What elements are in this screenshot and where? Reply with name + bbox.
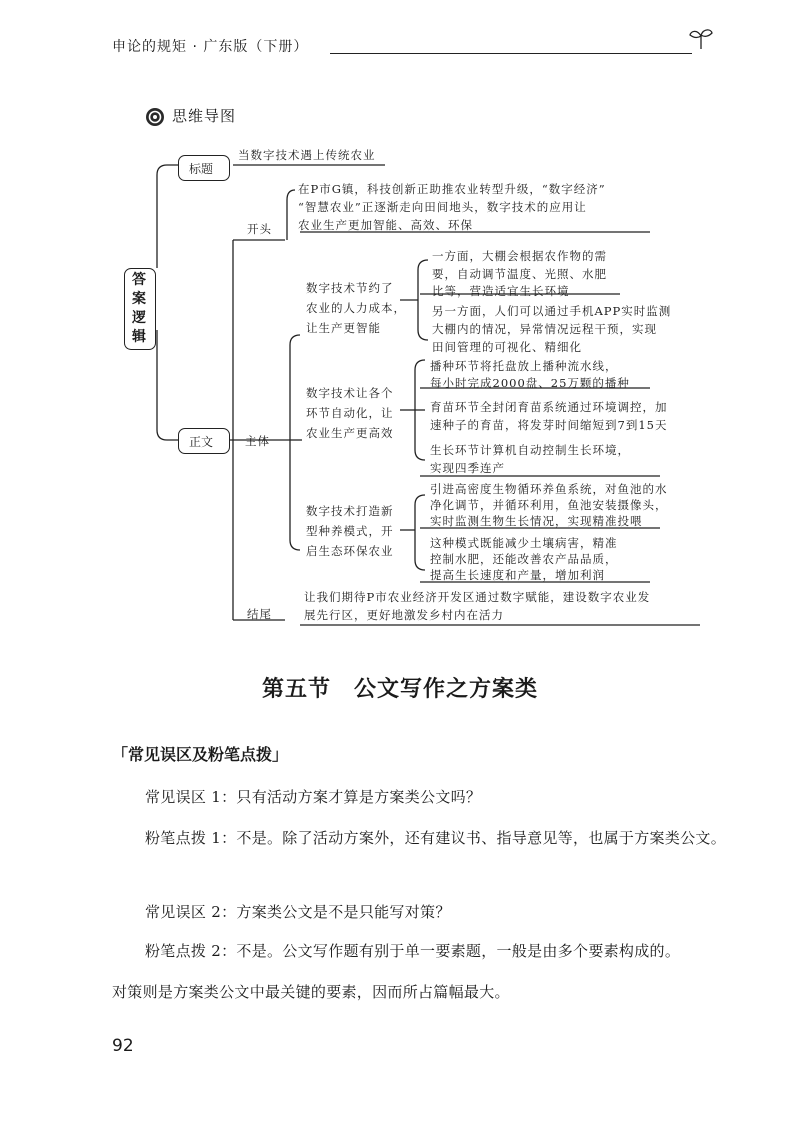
group1-line-2: 农业的人力成本， xyxy=(306,301,406,315)
group3-item2-line-2: 控制水肥，还能改善农产品品质， xyxy=(430,552,618,566)
misconception-2: 常见误区 2：方案类公文是不是只能写对策？ xyxy=(145,903,451,921)
running-header-title: 申论的规矩 · 广东版（下册） xyxy=(112,39,309,55)
group2-item1-line-2: 每小时完成2000盘、25万颗的播种 xyxy=(430,376,630,390)
tip-2-line-1: 粉笔点拨 2：不是。公文写作题有别于单一要素题，一般是由多个要素构成的。 xyxy=(145,942,681,960)
group3-line-3: 启生态环保农业 xyxy=(306,544,394,558)
mindmap-section-title: 思维导图 xyxy=(172,107,237,125)
body-box-label: 正文 xyxy=(189,435,214,449)
misconception-1: 常见误区 1：只有活动方案才算是方案类公文吗？ xyxy=(145,788,482,806)
group1-line-1: 数字技术节约了 xyxy=(306,281,394,295)
tip-1: 粉笔点拨 1：不是。除了活动方案外，还有建议书、指导意见等，也属于方案类公文。 xyxy=(145,829,727,847)
group2-item2-line-2: 速种子的育苗，将发芽时间缩短到7到15天 xyxy=(430,418,668,432)
group1-line-3: 让生产更智能 xyxy=(306,321,381,335)
group3-item1-line-1: 引进高密度生物循环养鱼系统，对鱼池的水 xyxy=(430,482,668,496)
group1-item2-line-3: 田间管理的可视化、精细化 xyxy=(432,340,582,354)
group2-line-2: 环节自动化，让 xyxy=(306,406,394,420)
group1-item1-line-3: 比等，营造适宜生长环境 xyxy=(432,284,570,298)
group3-line-2: 型种养模式，开 xyxy=(306,524,394,538)
ending-line-2: 展先行区，更好地激发乡村内在活力 xyxy=(304,608,504,622)
group1-item1-line-1: 一方面，大棚会根据农作物的需 xyxy=(432,249,607,263)
root-char-3: 逻 xyxy=(132,310,146,326)
section-subheading: 「常见误区及粉笔点拨」 xyxy=(112,745,289,764)
tip-2-line-2: 对策则是方案类公文中最关键的要素，因而所占篇幅最大。 xyxy=(112,983,510,1001)
ending-line-1: 让我们期待P市农业经济开发区通过数字赋能，建设数字农业发 xyxy=(304,590,651,604)
group1-item2-line-2: 大棚内的情况，异常情况远程干预，实现 xyxy=(432,322,657,336)
group1-item2-line-1: 另一方面，人们可以通过手机APP实时监测 xyxy=(432,304,672,318)
root-char-1: 答 xyxy=(132,272,146,288)
title-text: 当数字技术遇上传统农业 xyxy=(238,148,376,162)
group3-item2-line-3: 提高生长速度和产量，增加利润 xyxy=(430,568,605,582)
root-char-2: 案 xyxy=(132,291,146,307)
title-box-label: 标题 xyxy=(189,162,214,176)
group2-line-1: 数字技术让各个 xyxy=(306,386,394,400)
section-heading: 第五节 公文写作之方案类 xyxy=(261,677,538,702)
group3-item1-line-2: 净化调节，并循环利用，鱼池安装摄像头， xyxy=(430,498,668,512)
ending-label: 结尾 xyxy=(247,607,272,621)
group2-item1-line-1: 播种环节将托盘放上播种流水线， xyxy=(430,359,618,373)
root-char-4: 辑 xyxy=(132,329,146,345)
page-number: 92 xyxy=(112,1036,134,1056)
group2-item3-line-2: 实现四季连产 xyxy=(430,461,505,475)
group3-line-1: 数字技术打造新 xyxy=(306,504,394,518)
group2-item2-line-1: 育苗环节全封闭育苗系统通过环境调控，加 xyxy=(430,400,668,414)
opening-label: 开头 xyxy=(247,222,272,236)
opening-line-3: 农业生产更加智能、高效、环保 xyxy=(298,218,473,232)
group3-item2-line-1: 这种模式既能减少土壤病害，精准 xyxy=(430,536,618,550)
group2-item3-line-1: 生长环节计算机自动控制生长环境， xyxy=(430,443,630,457)
main-label: 主体 xyxy=(245,434,270,448)
opening-line-1: 在P市G镇，科技创新正助推农业转型升级，“数字经济” xyxy=(298,182,606,196)
group3-item1-line-3: 实时监测生物生长情况，实现精准投喂 xyxy=(430,514,643,528)
group2-line-3: 农业生产更高效 xyxy=(306,426,394,440)
opening-line-2: “智慧农业”正逐渐走向田间地头，数字技术的应用让 xyxy=(298,200,587,214)
group1-item1-line-2: 要，自动调节温度、光照、水肥 xyxy=(432,267,607,281)
